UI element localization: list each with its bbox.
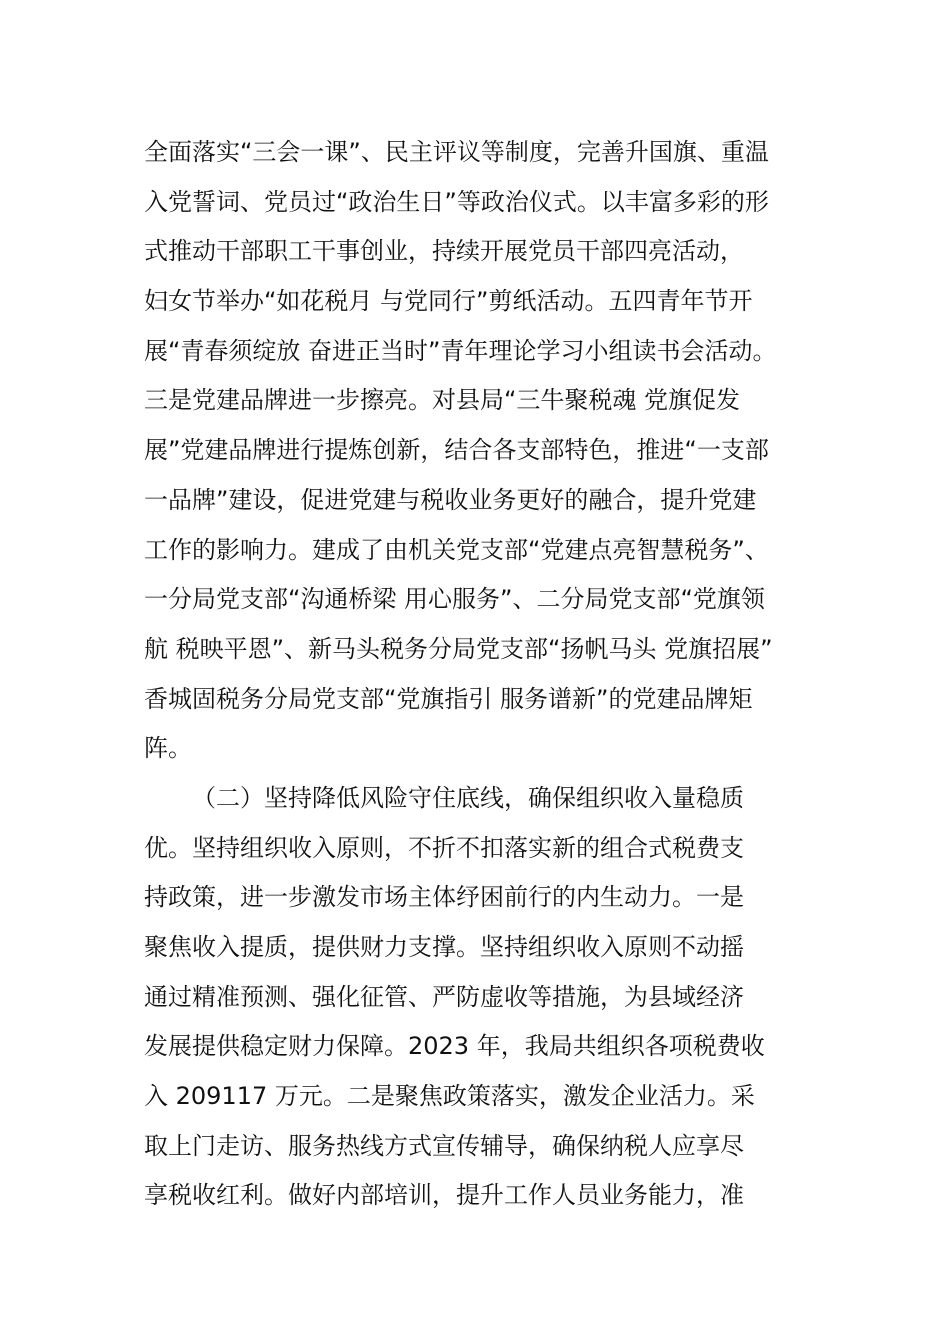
section-heading-line: （二）坚持降低风险守住底线，确保组织收入量稳质 bbox=[192, 783, 744, 812]
text-line: 通过精准预测、强化征管、严防虚收等措施，为县域经济 bbox=[144, 982, 744, 1011]
text-line: 航 税映平恩”、新马头税务分局党支部“扬帆马头 党旗招展” bbox=[144, 634, 773, 663]
text-line: 入党誓词、党员过“政治生日”等政治仪式。以丰富多彩的形 bbox=[144, 187, 769, 216]
text-line: 优。坚持组织收入原则，不折不扣落实新的组合式税费支 bbox=[144, 833, 744, 862]
text-line: 工作的影响力。建成了由机关党支部“党建点亮智慧税务”、 bbox=[144, 535, 769, 564]
text-line: 式推动干部职工干事创业，持续开展党员干部四亮活动， bbox=[144, 237, 744, 266]
text-line: 展”党建品牌进行提炼创新，结合各支部特色，推进“一支部 bbox=[144, 436, 769, 465]
text-line: 享税收红利。做好内部培训，提升工作人员业务能力，准 bbox=[144, 1181, 744, 1210]
text-line: 入 209117 万元。二是聚焦政策落实，激发企业活力。采 bbox=[144, 1082, 755, 1111]
text-line: 香城固税务分局党支部“党旗指引 服务谱新”的党建品牌矩 bbox=[144, 684, 753, 713]
text-line: 妇女节举办“如花税月 与党同行”剪纸活动。五四青年节开 bbox=[144, 287, 753, 316]
text-line: 三是党建品牌进一步擦亮。对县局“三牛聚税魂 党旗促发 bbox=[144, 386, 741, 415]
text-line: 阵。 bbox=[144, 734, 192, 763]
text-line: 发展提供稳定财力保障。2023 年，我局共组织各项税费收 bbox=[144, 1032, 765, 1061]
text-line: 一分局党支部“沟通桥梁 用心服务”、二分局党支部“党旗领 bbox=[144, 585, 765, 614]
body-text bbox=[144, 128, 816, 1221]
text-line: 一品牌”建设，促进党建与税收业务更好的融合，提升党建 bbox=[144, 485, 757, 514]
text-line: 聚焦收入提质，提供财力支撑。坚持组织收入原则不动摇 bbox=[144, 933, 744, 961]
text-line: 展“青春须绽放 奋进正当时”青年理论学习小组读书会活动。 bbox=[144, 336, 777, 365]
text-line: 全面落实“三会一课”、民主评议等制度，完善升国旗、重温 bbox=[144, 138, 769, 166]
text-line: 取上门走访、服务热线方式宣传辅导，确保纳税人应享尽 bbox=[144, 1131, 744, 1160]
text-line: 持政策，进一步激发市场主体纾困前行的内生动力。一是 bbox=[144, 883, 744, 912]
